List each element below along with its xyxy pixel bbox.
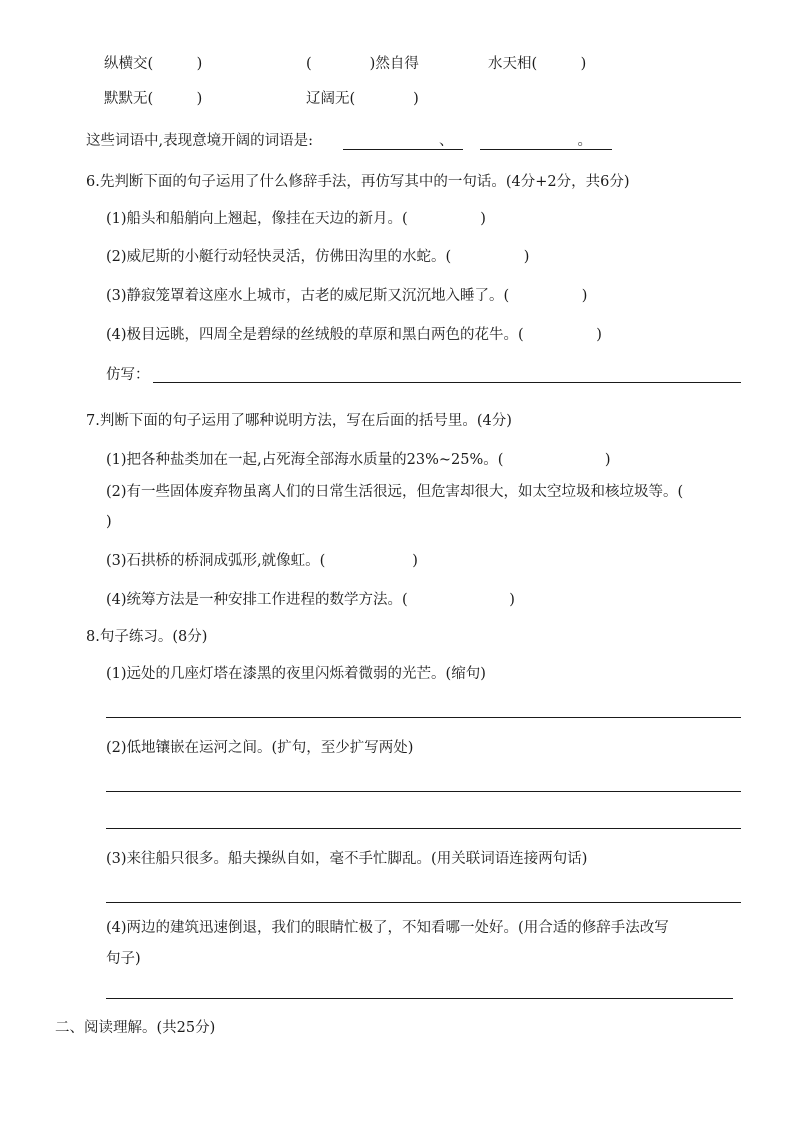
q6-item-3: (3)静寂笼罩着这座水上城市，古老的威尼斯又沉沉地入睡了。( ) [106, 288, 588, 304]
q6-item-2: (2)威尼斯的小艇行动轻快灵活，仿佛田沟里的水蛇。( ) [106, 249, 530, 265]
q8-answer-line-1[interactable] [106, 717, 741, 718]
q8-answer-line-2b[interactable] [106, 828, 741, 829]
q8-answer-line-3[interactable] [106, 902, 741, 903]
q6-imitate-line[interactable] [153, 382, 741, 383]
fill-prompt [86, 131, 592, 151]
q8-item-4: (4)两边的建筑迅速倒退，我们的眼睛忙极了，不知看哪一处好。(用合适的修辞手法改写 [106, 920, 669, 936]
idiom-zongheng: 纵横交( ) [104, 56, 203, 72]
fill-prompt-end: 。 [577, 133, 592, 149]
answer-line-2[interactable] [480, 149, 612, 150]
q7-item-4: (4)统筹方法是一种安排工作进程的数学方法。( ) [106, 592, 515, 608]
section2-title: 二、阅读理解。(共25分) [55, 1020, 216, 1036]
idiom-liaokuo: 辽阔无( ) [306, 91, 419, 107]
answer-line-1[interactable] [343, 149, 463, 150]
q8-answer-line-2a[interactable] [106, 791, 741, 792]
q6-imitate-label: 仿写： [106, 367, 150, 383]
q6-item-4: (4)极目远眺，四周全是碧绿的丝绒般的草原和黑白两色的花牛。( ) [106, 327, 602, 343]
q8-item-4-cont: 句子) [106, 951, 141, 967]
q7-item-3: (3)石拱桥的桥洞成弧形,就像虹。( ) [106, 553, 418, 569]
q8-item-1: (1)远处的几座灯塔在漆黑的夜里闪烁着微弱的光芒。(缩句) [106, 666, 486, 682]
q8-answer-line-4[interactable] [106, 998, 733, 999]
q7-item-2: (2)有一些固体废弃物虽离人们的日常生活很远，但危害却很大，如太空垃圾和核垃圾等。( [106, 484, 684, 500]
idiom-ranzide: ( )然自得 [306, 56, 419, 72]
q8-title: 8.句子练习。(8分) [86, 629, 208, 645]
q6-title: 6.先判断下面的句子运用了什么修辞手法，再仿写其中的一句话。(4分+2分，共6分) [86, 174, 630, 190]
fill-prompt-lead: 这些词语中,表现意境开阔的词语是: [86, 133, 313, 149]
q8-item-3: (3)来往船只很多。船夫操纵自如，毫不手忙脚乱。(用关联词语连接两句话) [106, 851, 588, 867]
q7-item-1: (1)把各种盐类加在一起,占死海全部海水质量的23%~25%。( ) [106, 452, 611, 468]
q7-item-2-cont: ) [106, 514, 112, 530]
idiom-momo: 默默无( ) [104, 91, 203, 107]
q8-item-2: (2)低地镶嵌在运河之间。(扩句，至少扩写两处) [106, 740, 414, 756]
q7-title: 7.判断下面的句子运用了哪种说明方法，写在后面的括号里。(4分) [86, 413, 512, 429]
idiom-shuitian: 水天相( ) [488, 56, 587, 72]
q6-item-1: (1)船头和船艄向上翘起，像挂在天边的新月。( ) [106, 211, 486, 227]
fill-prompt-separator: 、 [439, 133, 454, 149]
